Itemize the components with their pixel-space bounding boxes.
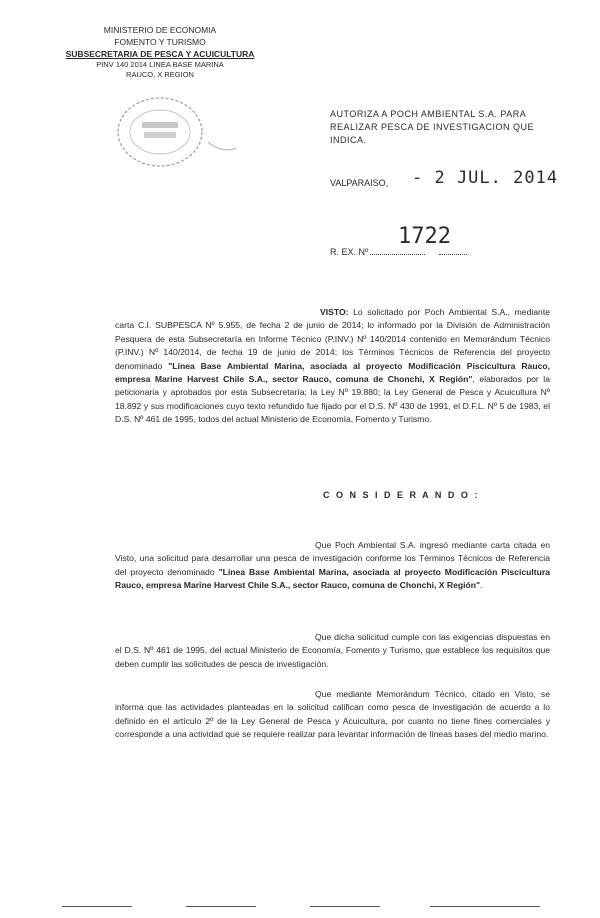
file-reference: PINV 140 2014 LINEA BASE MARINA xyxy=(96,60,224,69)
subsecretaria-name: SUBSECRETARIA DE PESCA Y ACUICULTURA xyxy=(65,49,255,59)
date-stamp: - 2 JUL. 2014 xyxy=(412,168,559,188)
official-stamp-icon xyxy=(108,92,248,172)
resolution-label-line xyxy=(330,247,467,257)
para3-text: Que mediante Memorándum Técnico, citado en Visto, se informa que las actividades planteadas en la solicitud califican como pesca de investigación de acuerdo a lo definido en el artículo 2º de la Ley General de Pesca y Acuicultura, por cuanto no tiene fines comerciales y corresponde a una actividad que se requiere realizar para levantar información de líneas bases del medio marino. xyxy=(115,689,550,740)
subject-line-2: REALIZAR PESCA DE INVESTIGACION QUE INDICA. xyxy=(330,122,535,145)
ministry-subname: FOMENTO Y TURISMO xyxy=(114,37,206,47)
visto-text-a: Lo solicitado por Poch Ambiental S.A., mediante carta C.I. SUBPESCA Nº 5.955, de fecha 2 de junio de 2014; lo informado por la División de Administración Pesquera de esta Subsecretaría en Informe Técnico (P.INV.) Nº 140/2014 contenido en Memorándum Técnico (P.INV.) Nº 140/2014, de fecha 19 de junio de 2014; los Términos Técnicos de Referencia del proyecto denominado xyxy=(115,307,550,371)
para1-project-name: "Línea Base Ambiental Marina, asociada al proyecto Modificación Piscicultura Rauco, empresa Marine Harvest Chile S.A., sector Rauco, comuna de Chonchi, X Región" xyxy=(115,566,550,591)
para1-text-a: Que Poch Ambiental S.A. ingresó mediante carta citada en Visto, una solicitud para desarrollar una pesca de investigación conforme los Términos Técnicos de Referencia del proyecto denominado xyxy=(115,540,550,577)
footer-rule-2 xyxy=(186,906,256,907)
footer-rule-3 xyxy=(310,906,380,907)
footer-rule-4 xyxy=(430,906,540,907)
para1-text-b: . xyxy=(480,580,483,591)
ministry-name: MINISTERIO DE ECONOMIA xyxy=(103,25,217,35)
visto-text-b: , elaborados por la peticionaria y aprobados por esta Subsecretaría; la Ley Nº 19.880; la Ley General de Pesca y Acuicultura Nº 18.892 y sus modificaciones cuyo texto refundido fue fijado por el D.S. Nº 430 de 1991, el D.F.L. Nº 5 de 1983, el D.S. Nº 461 de 1995, todos del actual Ministerio de Economía, Fomento y Turismo. xyxy=(115,374,550,425)
visto-paragraph xyxy=(115,306,550,427)
resolution-subject xyxy=(330,108,550,147)
rex-blank xyxy=(370,254,425,255)
considerando-paragraph-3 xyxy=(115,688,550,742)
place: VALPARAISO, xyxy=(330,178,389,188)
rex-blank-2 xyxy=(439,254,467,255)
footer-rule-1 xyxy=(62,906,132,907)
resolution-number: 1722 xyxy=(398,224,451,249)
subject-line-1: AUTORIZA A POCH AMBIENTAL S.A. PARA xyxy=(330,109,527,119)
considerando-paragraph-2 xyxy=(115,631,550,671)
considerando-paragraph-1 xyxy=(115,539,550,593)
considerando-heading: C O N S I D E R A N D O : xyxy=(323,490,480,500)
visto-project-name: "Línea Base Ambiental Marina, asociada al proyecto Modificación Piscicultura Rauco, empresa Marine Harvest Chile S.A., sector Rauco, comuna de Chonchi, X Región" xyxy=(115,360,550,385)
rex-label: R. EX. Nº xyxy=(330,247,369,257)
letterhead xyxy=(60,24,260,80)
file-location: RAUCO, X REGION xyxy=(126,70,194,79)
para2-text: Que dicha solicitud cumple con las exigencias dispuestas en el D.S. Nº 461 de 1995, del actual Ministerio de Economía, Fomento y Turismo, que establece los requisitos que deben cumplir las solicitudes de pesca de investigación. xyxy=(115,632,550,669)
visto-label: VISTO: xyxy=(320,307,349,317)
